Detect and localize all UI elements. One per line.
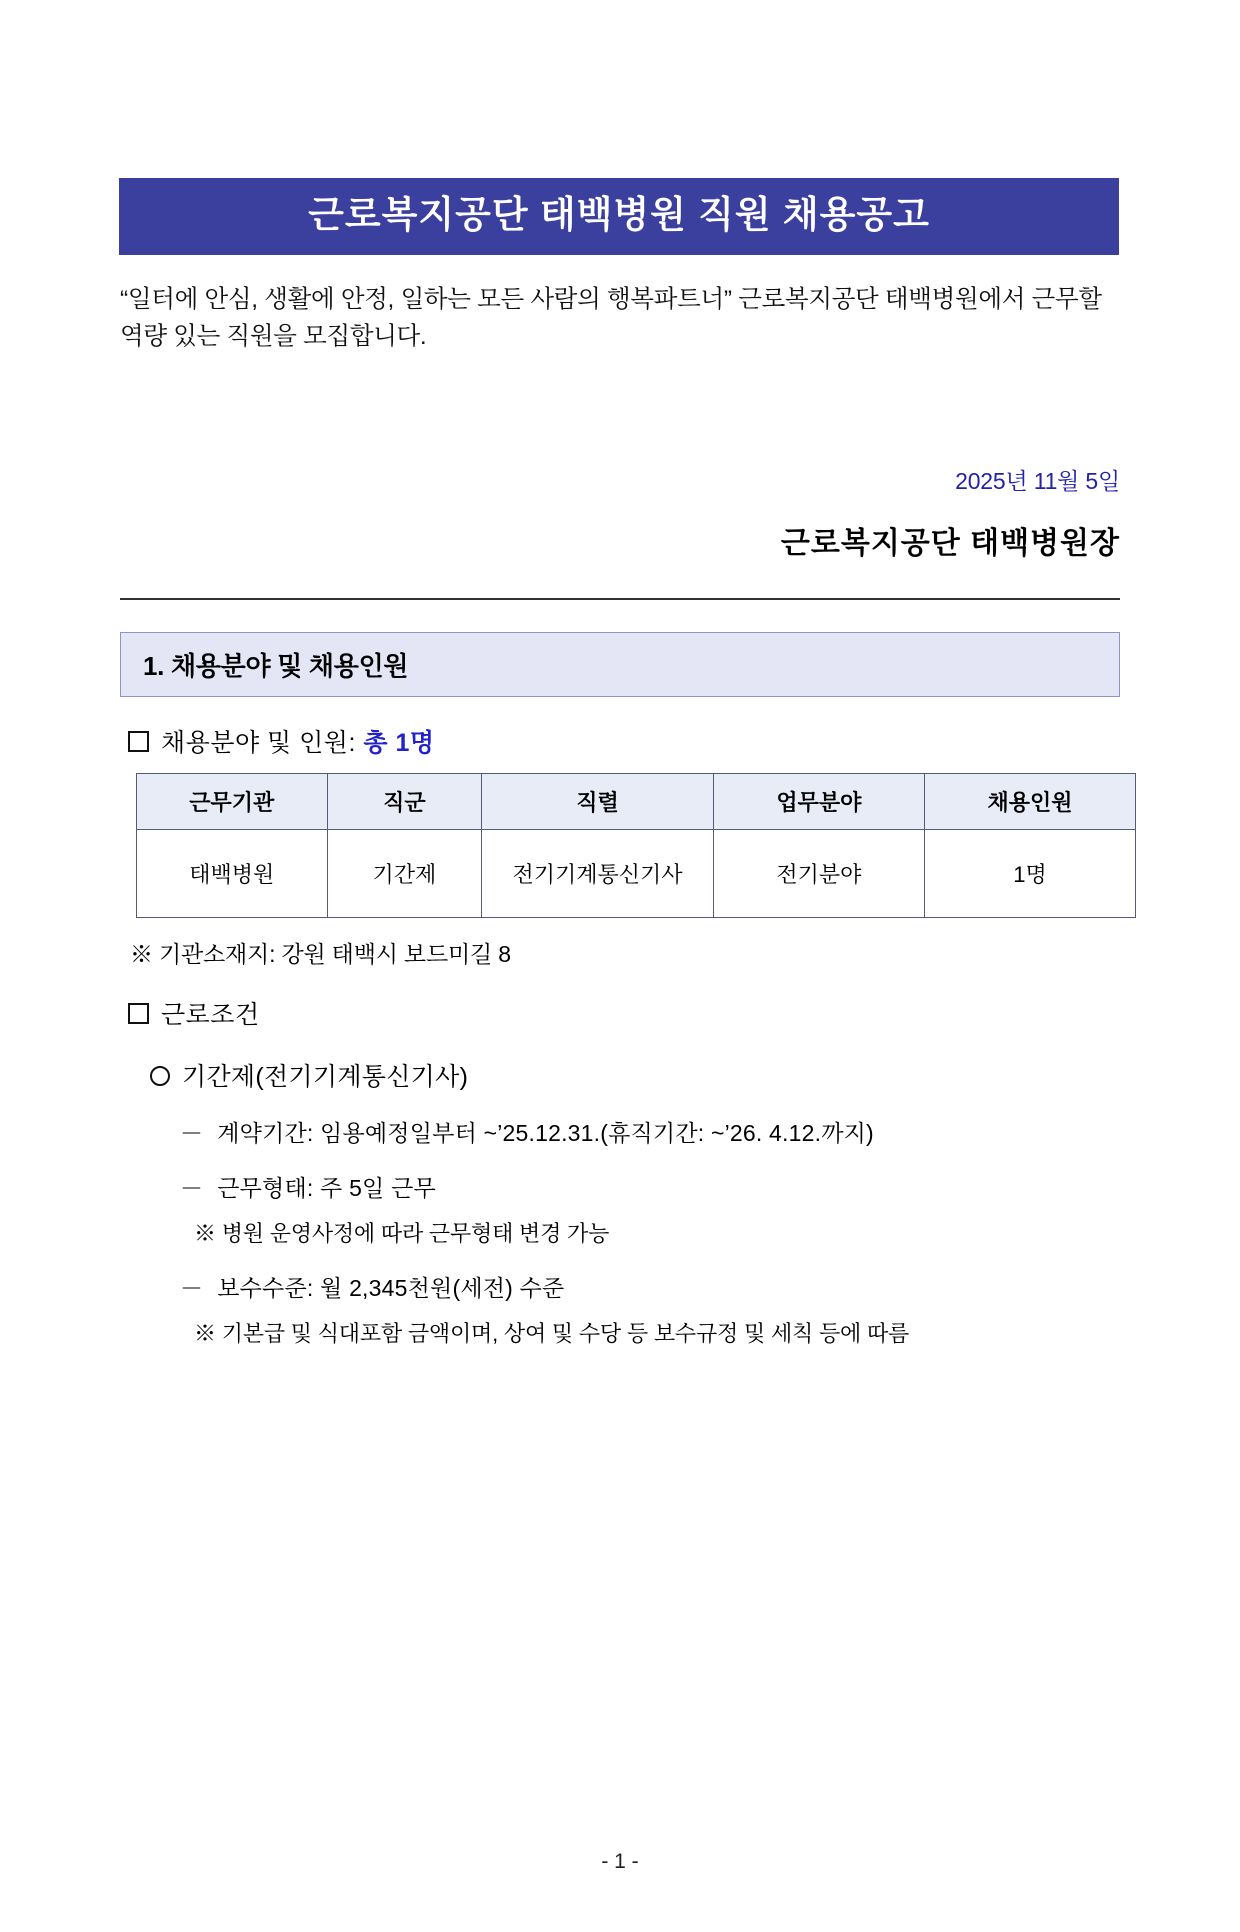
signer-name: 근로복지공단 태백병원장 — [780, 527, 1120, 561]
table-header-cell: 직렬 — [482, 774, 714, 830]
horizontal-divider — [120, 598, 1120, 600]
page-title: 근로복지공단 태백병원 직원 채용공고 — [119, 178, 1119, 255]
pay-note: ※ 기본급 및 식대포함 금액이며, 상여 및 수당 등 보수규정 및 세칙 등에 따름 — [194, 1321, 910, 1347]
job-group-line — [120, 1057, 1120, 1093]
section-heading-1: 1. 채용분야 및 채용인원 — [120, 632, 1120, 697]
intro-paragraph: “일터에 안심, 생활에 안정, 일하는 모든 사람의 행복파트너” 근로복지공단 태백병원에서 근무할 역량 있는 직원을 모집합니다. — [120, 285, 1102, 350]
pay-level-line — [120, 1270, 1120, 1303]
job-group-label: 기간제(전기기계통신기사) — [182, 1063, 469, 1092]
recruit-field-line — [120, 723, 1120, 759]
table-header-cell: 업무분야 — [713, 774, 924, 830]
pay-level-text: 보수수준: 월 2,345천원(세전) 수준 — [217, 1275, 565, 1302]
table-header-cell: 근무기관 — [137, 774, 328, 830]
document-page — [0, 178, 1240, 1932]
recruitment-table — [136, 773, 1136, 918]
table-cell: 태백병원 — [137, 830, 328, 918]
table-row — [137, 830, 1136, 918]
recruit-field-label: 채용분야 및 인원: — [161, 729, 356, 758]
table-cell: 전기분야 — [713, 830, 924, 918]
work-conditions-label: 근로조건 — [161, 1001, 260, 1030]
table-header-cell: 직군 — [327, 774, 482, 830]
table-cell: 기간제 — [327, 830, 482, 918]
announcement-date: 2025년 11월 5일 — [955, 468, 1120, 495]
checkbox-icon — [128, 731, 149, 752]
dash-bullet-icon: － — [180, 1175, 204, 1202]
dash-bullet-icon: － — [180, 1120, 204, 1147]
dash-bullet-icon: － — [180, 1275, 204, 1302]
table-cell: 전기기계통신기사 — [482, 830, 714, 918]
contract-period-text: 계약기간: 임용예정일부터 ~’25.12.31.(휴직기간: ~’26. 4.12.까지) — [217, 1120, 874, 1147]
circle-bullet-icon — [150, 1066, 170, 1086]
location-note: ※ 기관소재지: 강원 태백시 보드미길 8 — [130, 941, 511, 968]
contract-period-line — [120, 1115, 1120, 1148]
recruit-field-value: 총 1명 — [363, 729, 435, 758]
page-number: - 1 - — [601, 1850, 639, 1873]
checkbox-icon — [128, 1003, 149, 1024]
table-header-row — [137, 774, 1136, 830]
work-conditions-line — [120, 995, 1120, 1031]
work-form-text: 근무형태: 주 5일 근무 — [217, 1175, 436, 1202]
work-form-line — [120, 1170, 1120, 1203]
table-header-cell: 채용인원 — [924, 774, 1135, 830]
table-cell: 1명 — [924, 830, 1135, 918]
work-form-note: ※ 병원 운영사정에 따라 근무형태 변경 가능 — [194, 1221, 610, 1247]
